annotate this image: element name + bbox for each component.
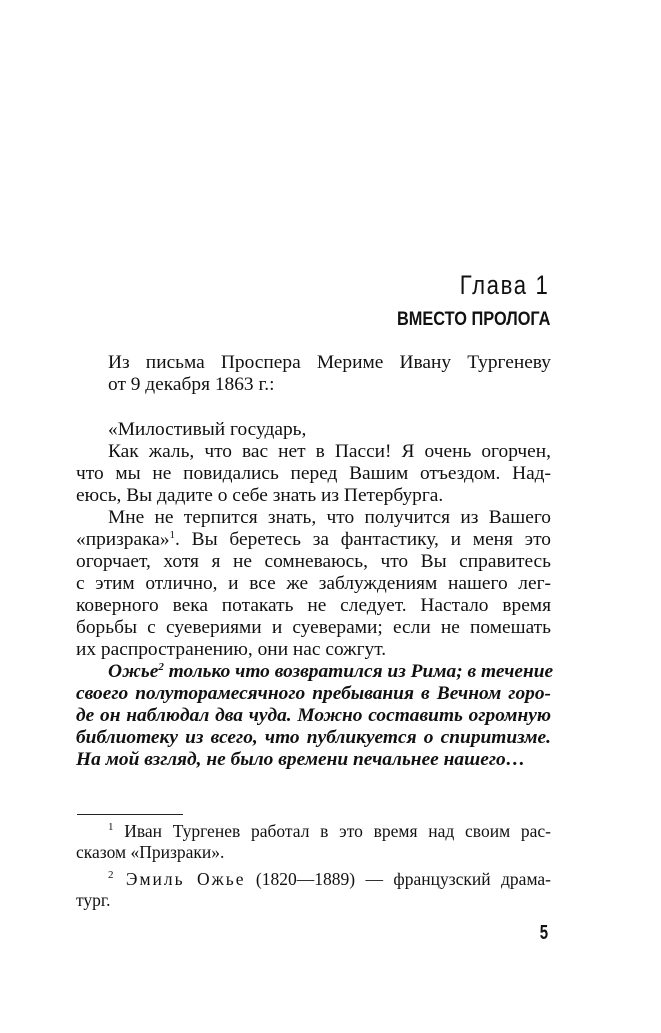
text-fragment: Ожье xyxy=(108,661,159,682)
page-number: 5 xyxy=(539,922,548,944)
text-line: что мы не повидались перед Вашим отъездом. Над- xyxy=(76,463,551,484)
footnote-line xyxy=(76,821,551,842)
footnote-marker: 1 xyxy=(108,821,114,833)
emphasis-line: де он наблюдал два чуда. Можно составить огромную xyxy=(76,705,551,726)
text-fragment: (1820—1889) — французский драма- xyxy=(245,869,551,889)
text-line: Мне не терпится знать, что получится из Вашего xyxy=(108,507,551,528)
footnote-line: тург. xyxy=(76,890,111,910)
chapter-number: Глава 1 xyxy=(459,270,549,300)
footnote-ref-1[interactable]: 1 xyxy=(169,529,176,541)
footnote-divider xyxy=(77,814,183,815)
text-fragment: . Вы беретесь за фантастику, и меня это xyxy=(175,529,551,550)
chapter-title: ВМЕСТО ПРОЛОГА xyxy=(396,309,550,330)
footnote-line: сказом «Призраки». xyxy=(76,842,225,862)
letter-salutation: «Милостивый государь, xyxy=(108,419,307,440)
emphasis-line: своего полуторамесячного пребывания в Вечном горо- xyxy=(76,683,551,704)
text-fragment: только что возвратился из Рима; в течение xyxy=(163,661,554,682)
text-line: борьбы с суевериями и суеверами; если не помешать xyxy=(76,617,551,638)
intro-line: Из письма Проспера Мериме Ивану Тургеневу xyxy=(108,352,551,373)
text-line: огорчает, хотя я не сомневаюсь, что Вы справитесь xyxy=(76,551,551,572)
text-line: с этим отлично, и все же заблуждениям нашего лег- xyxy=(76,573,551,594)
footnote-ref-2[interactable]: 2 xyxy=(158,661,164,673)
footnote-1 xyxy=(76,821,551,863)
text-line: коверного века потакать не следует. Настало время xyxy=(76,595,551,616)
emphasis-line: библиотеку из всего, что публикуется о спиритизме. xyxy=(76,727,551,748)
intro-line: от 9 декабря 1863 г.: xyxy=(108,374,275,395)
footnote-line xyxy=(76,869,551,890)
text-fragment: Иван Тургенев работал в это время над своим рас- xyxy=(113,821,551,841)
footnotes xyxy=(76,821,551,917)
text-line: их распространению, они нас сожгут. xyxy=(76,639,387,660)
footnote-marker: 2 xyxy=(108,869,114,881)
text-line xyxy=(76,529,551,551)
body-text xyxy=(76,352,554,771)
emphasis-line: На мой взгляд, не было времени печальнее нашего… xyxy=(76,749,526,770)
emphasis-line xyxy=(76,661,554,683)
text-line: Как жаль, что вас нет в Пасси! Я очень огорчен, xyxy=(108,441,551,462)
text-fragment: Эмиль Ожье xyxy=(113,869,246,889)
text-line: еюсь, Вы дадите о себе знать из Петербурга. xyxy=(76,485,444,506)
text-fragment: «призрака» xyxy=(76,529,170,550)
spacer xyxy=(76,396,551,419)
footnote-2 xyxy=(76,869,551,911)
